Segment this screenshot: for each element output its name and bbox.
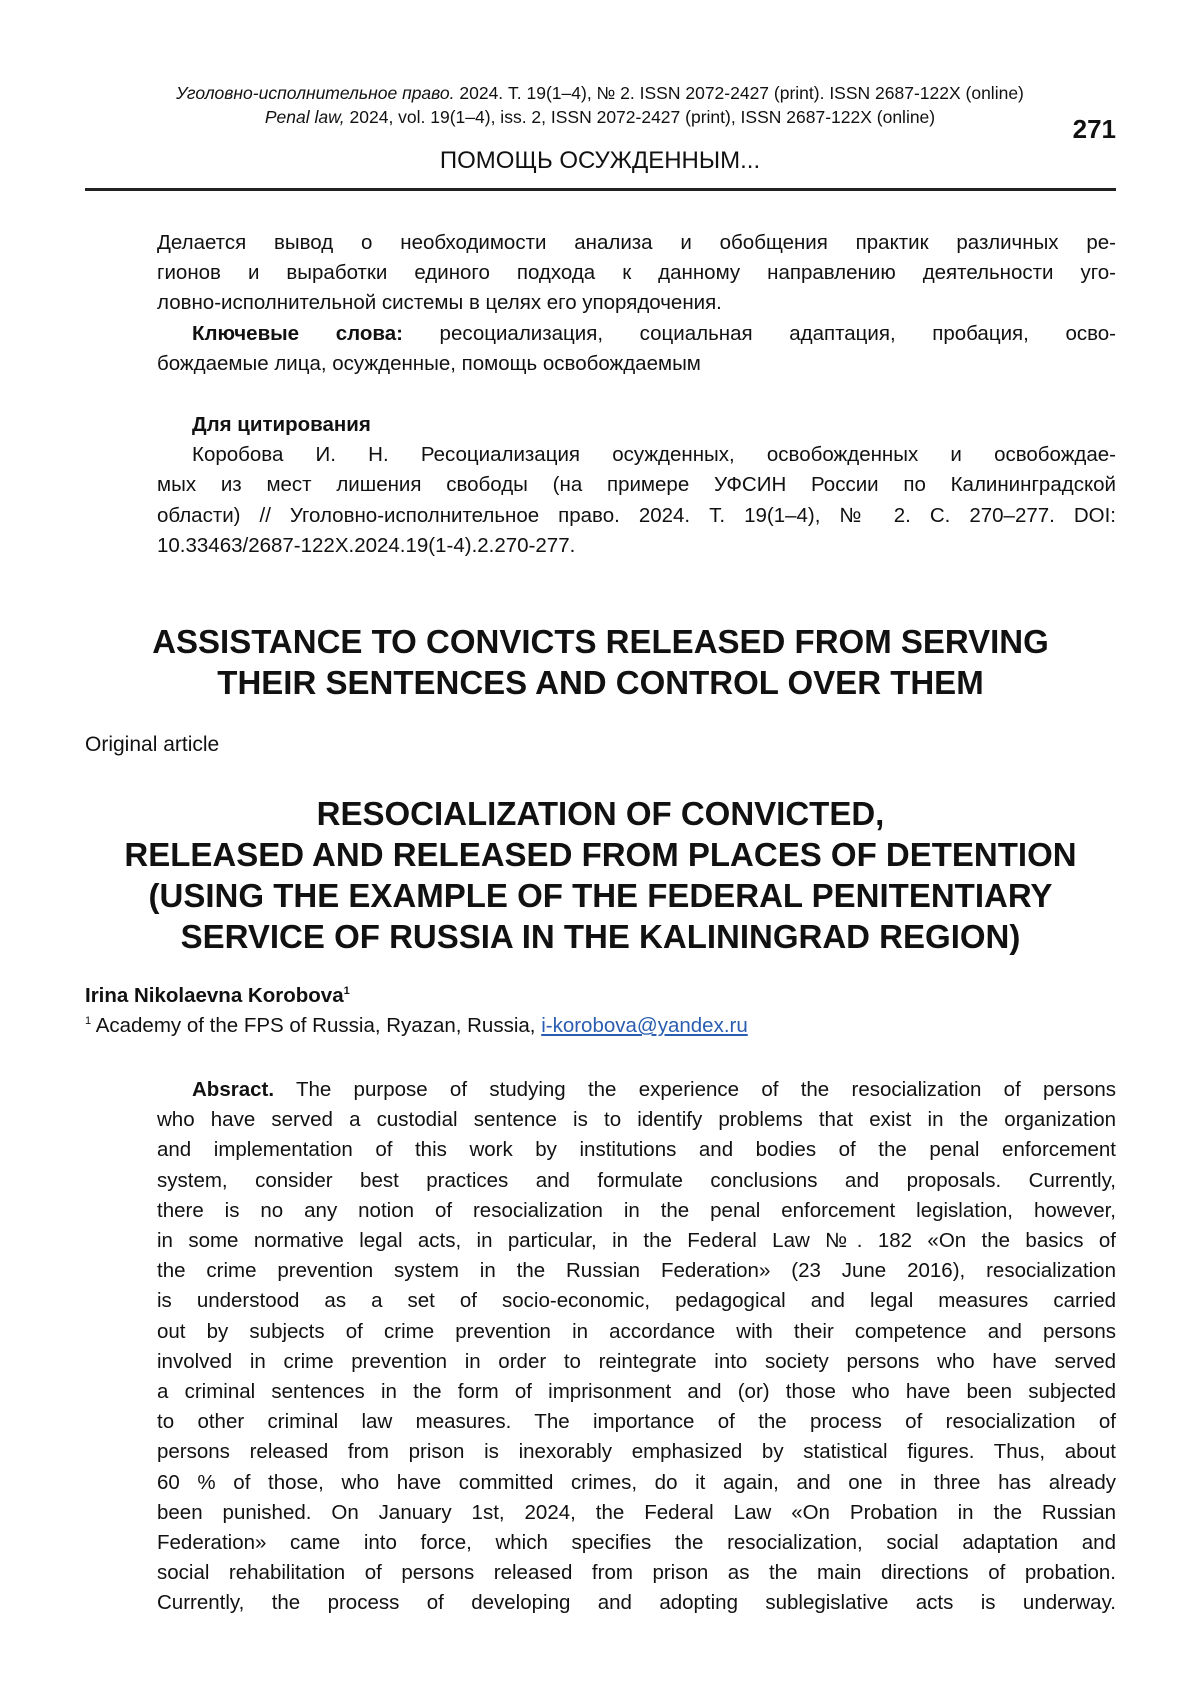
keywords-label: Ключевые слова:	[192, 322, 403, 345]
journal-header-en	[0, 106, 1200, 128]
keywords-text: ресоциализация, социальная адаптация, пробация, осво-	[403, 322, 1116, 345]
journal-name-en: Penal law,	[265, 107, 345, 127]
text-line: ловно-исполнительной системы в целях его упорядочения.	[157, 288, 1116, 318]
journal-name-ru: Уголовно-исполнительное право.	[176, 83, 454, 103]
article-type: Original article	[85, 733, 219, 757]
journal-details-en: 2024, vol. 19(1–4), iss. 2, ISSN 2072-2427 (print), ISSN 2687-122X (online)	[345, 107, 935, 127]
page-number: 271	[1073, 114, 1116, 145]
heading-line: ASSISTANCE TO CONVICTS RELEASED FROM SERVING	[85, 621, 1116, 662]
citation-line: Коробова И. Н. Ресоциализация осужденных, освобожденных и освобождае-	[157, 440, 1116, 470]
abstract-line: is understood as a set of socio-economic, pedagogical and legal measures carried	[157, 1286, 1116, 1316]
abstract-line: a criminal sentences in the form of imprisonment and (or) those who have been subjected	[157, 1377, 1116, 1407]
author-name	[85, 984, 350, 1008]
abstract-line: involved in crime prevention in order to reintegrate into society persons who have served	[157, 1347, 1116, 1377]
citation-line: 10.33463/2687-122X.2024.19(1-4).2.270-277.	[157, 531, 1116, 561]
author-email-link[interactable]: i-korobova@yandex.ru	[541, 1014, 748, 1037]
citation-line: мых из мест лишения свободы (на примере УФСИН России по Калининградской	[157, 470, 1116, 500]
abstract-line: Federation» came into force, which specifies the resocialization, social adaptation and	[157, 1528, 1116, 1558]
text-line: гионов и выработки единого подхода к данному направлению деятельности уго-	[157, 258, 1116, 288]
citation-line: области) // Уголовно-исполнительное право. 2024. Т. 19(1–4), № 2. С. 270–277. DOI:	[157, 501, 1116, 531]
abstract-line: and implementation of this work by institutions and bodies of the penal enforcement	[157, 1135, 1116, 1165]
journal-header-ru	[0, 82, 1200, 104]
title-line: RESOCIALIZATION OF CONVICTED,	[85, 793, 1116, 834]
abstract-line: social rehabilitation of persons released from prison as the main directions of probation.	[157, 1558, 1116, 1588]
text-line: Делается вывод о необходимости анализа и обобщения практик различных ре-	[157, 228, 1116, 258]
abstract-line: 60 % of those, who have committed crimes, do it again, and one in three has already	[157, 1468, 1116, 1498]
abstract-line: the crime prevention system in the Russian Federation» (23 June 2016), resocialization	[157, 1256, 1116, 1286]
abstract-line: in some normative legal acts, in particular, in the Federal Law №. 182 «On the basics of	[157, 1226, 1116, 1256]
running-section-title: ПОМОЩЬ ОСУЖДЕННЫМ...	[0, 147, 1200, 175]
citation-label	[157, 410, 1116, 440]
abstract-en	[157, 1075, 1116, 1619]
abstract-line	[157, 1075, 1116, 1105]
ru-citation	[157, 410, 1116, 561]
ru-conclusion	[157, 228, 1116, 379]
article-title-en	[85, 793, 1116, 957]
header-divider	[85, 188, 1116, 191]
heading-line: THEIR SENTENCES AND CONTROL OVER THEM	[85, 662, 1116, 703]
author-name-text: Irina Nikolaevna Korobova	[85, 984, 344, 1007]
affiliation-text: Academy of the FPS of Russia, Ryazan, Russia,	[91, 1014, 541, 1037]
abstract-line: been punished. On January 1st, 2024, the Federal Law «On Probation in the Russian	[157, 1498, 1116, 1528]
author-footnote-mark: 1	[344, 985, 350, 997]
title-line: (USING THE EXAMPLE OF THE FEDERAL PENITENTIARY	[85, 875, 1116, 916]
abstract-line: to other criminal law measures. The importance of the process of resocialization of	[157, 1407, 1116, 1437]
abstract-line: out by subjects of crime prevention in accordance with their competence and persons	[157, 1317, 1116, 1347]
abstract-line: who have served a custodial sentence is to identify problems that exist in the organization	[157, 1105, 1116, 1135]
abstract-line: there is no any notion of resocialization in the penal enforcement legislation, however,	[157, 1196, 1116, 1226]
title-line: RELEASED AND RELEASED FROM PLACES OF DETENTION	[85, 834, 1116, 875]
affiliation-mark: 1	[85, 1015, 91, 1027]
title-line: SERVICE OF RUSSIA IN THE KALININGRAD REGION)	[85, 916, 1116, 957]
journal-details-ru: 2024. Т. 19(1–4), № 2. ISSN 2072-2427 (print). ISSN 2687-122X (online)	[455, 83, 1024, 103]
abstract-line: Currently, the process of developing and adopting sublegislative acts is underway.	[157, 1588, 1116, 1618]
keywords-text: бождаемые лица, осужденные, помощь освобождаемым	[157, 349, 1116, 379]
abstract-text: The purpose of studying the experience of the resocialization of persons	[274, 1078, 1116, 1101]
section-heading-en	[85, 621, 1116, 703]
abstract-label: Absract.	[192, 1078, 274, 1101]
author-affiliation	[85, 1014, 748, 1038]
citation-label-text: Для цитирования	[192, 413, 371, 436]
abstract-line: system, consider best practices and formulate conclusions and proposals. Currently,	[157, 1166, 1116, 1196]
keywords-line	[157, 319, 1116, 349]
abstract-line: persons released from prison is inexorably emphasized by statistical figures. Thus, about	[157, 1437, 1116, 1467]
